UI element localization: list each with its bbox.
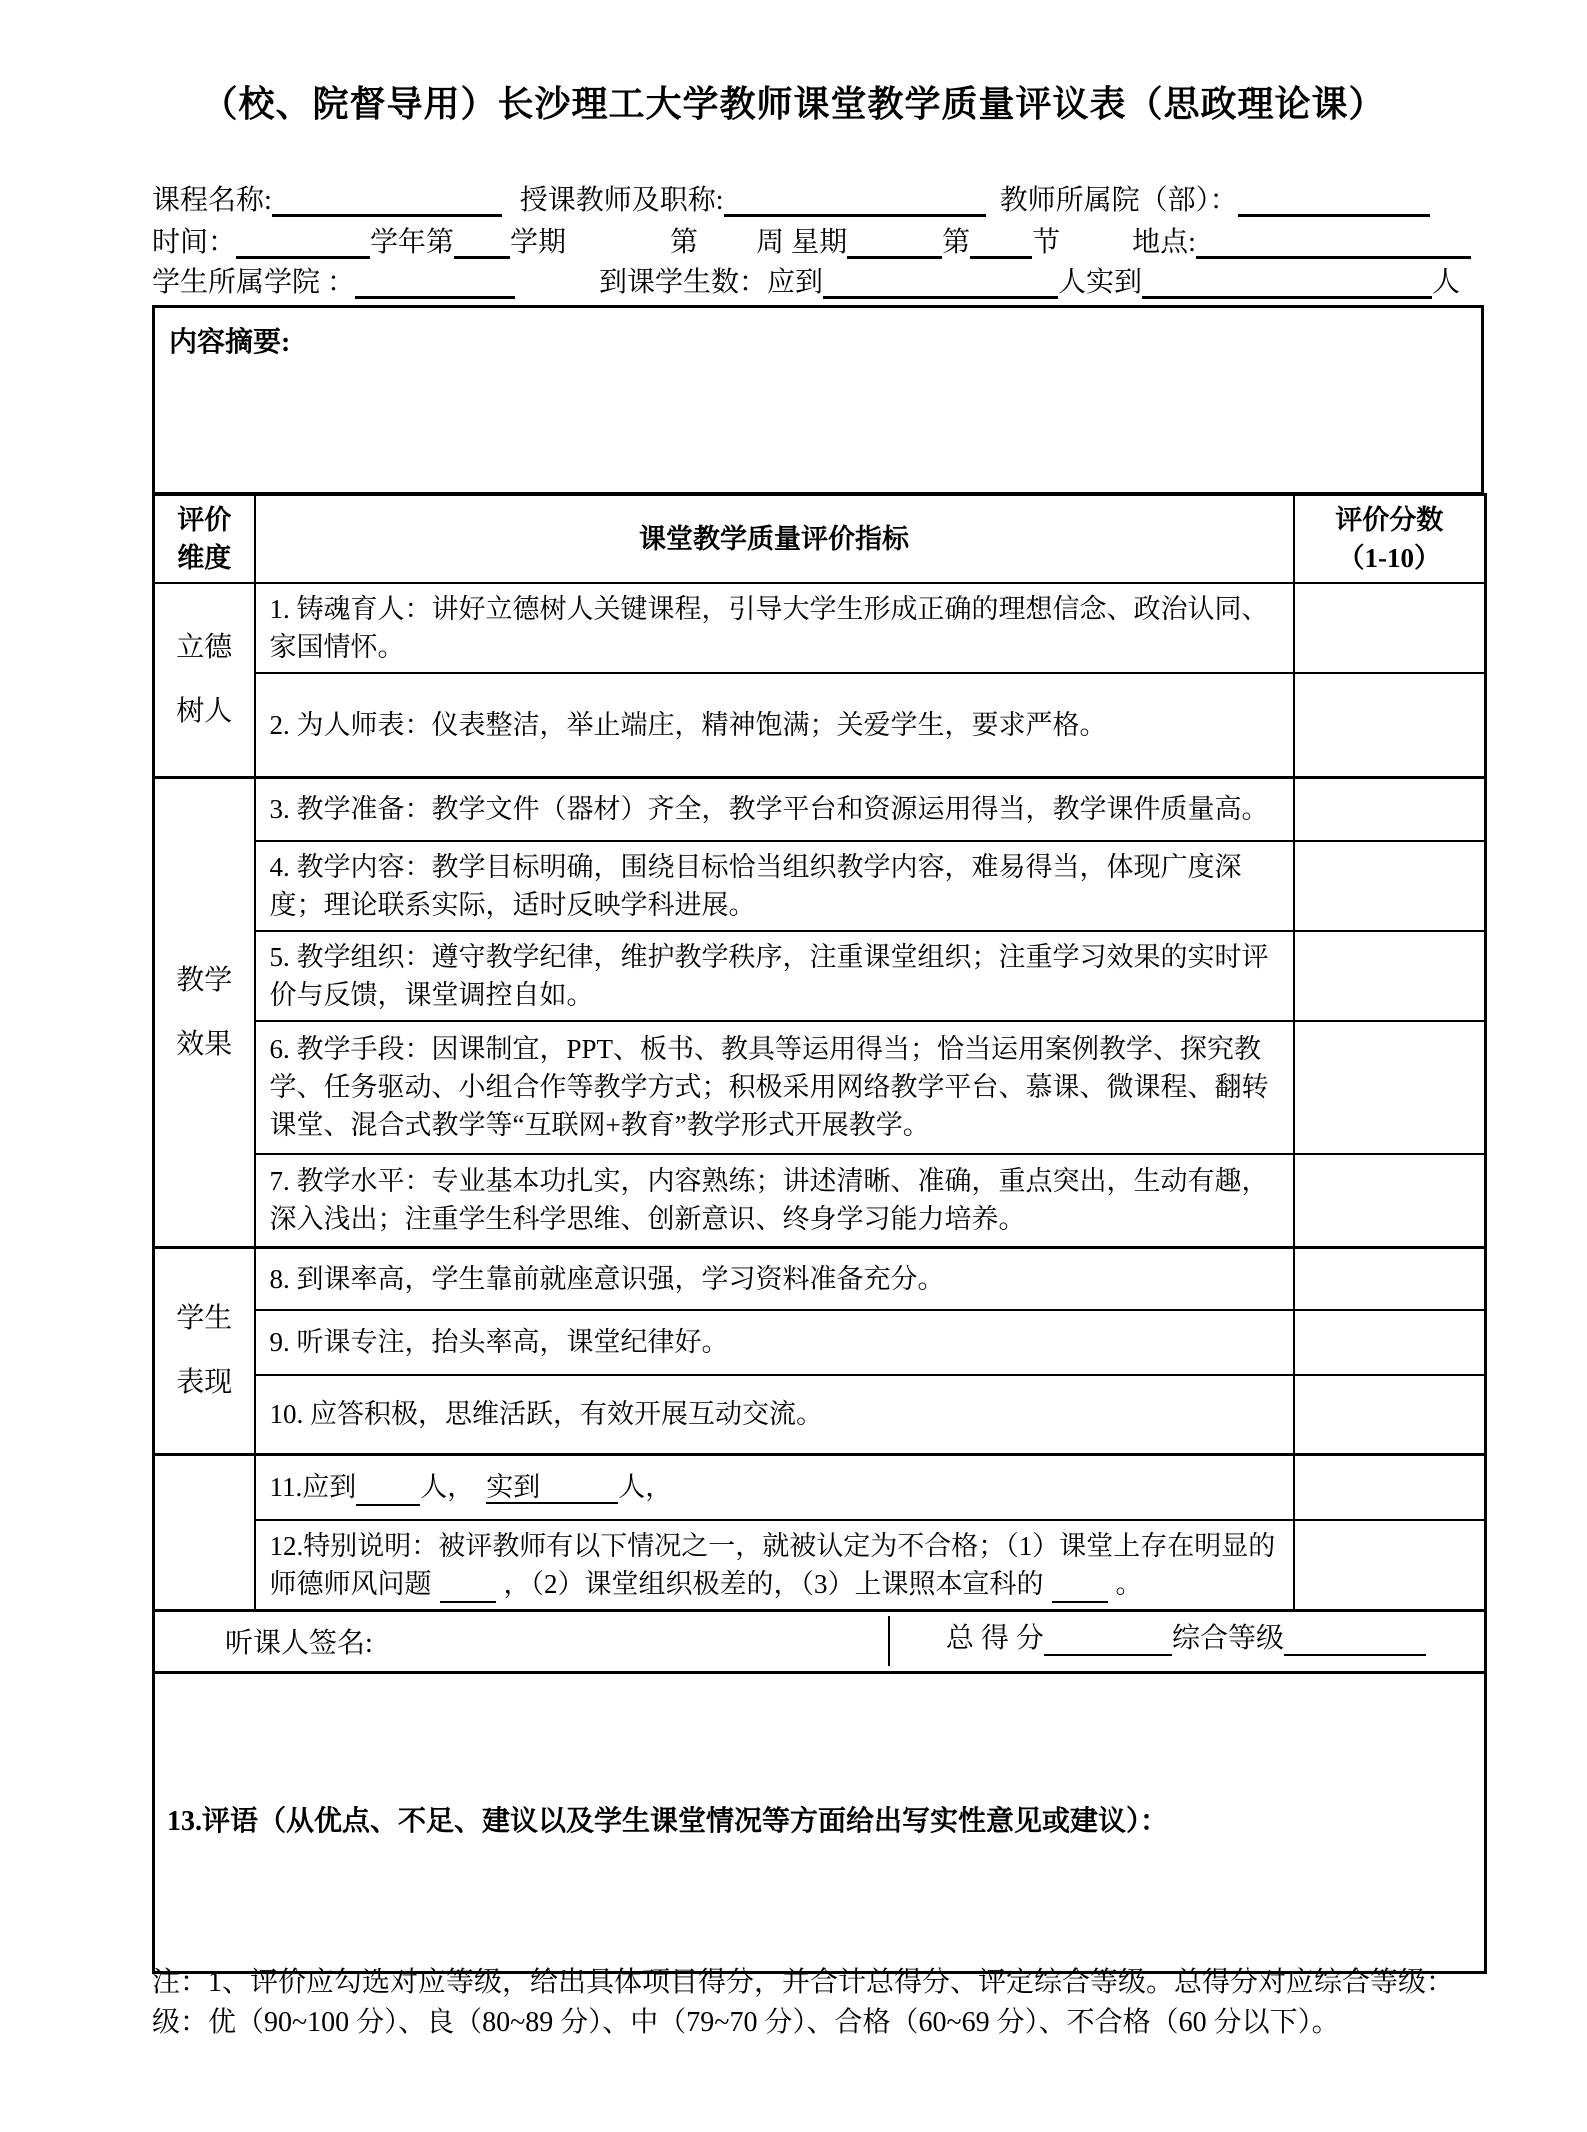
total-score-label: 总 得 分: [945, 1623, 1044, 1654]
indicator-7: 7. 教学水平：专业基本功扎实，内容熟练；讲述清晰、准确，重点突出，生动有趣，深入浅出；注重学生科学思维、创新意识、终身学习能力培养。: [255, 1154, 1294, 1248]
section-unit-label: 节: [1032, 227, 1061, 258]
listener-signature-area: [155, 1616, 890, 1666]
week-no-label: 第: [670, 227, 699, 258]
indicator-8: 8. 到课率高，学生靠前就座意识强，学习资料准备充分。: [255, 1248, 1294, 1310]
indicator-2: 2. 为人师表：仪表整洁，举止端庄，精神饱满；关爱学生，要求严格。: [255, 673, 1294, 778]
department-blank: [1238, 184, 1430, 217]
table-row: [154, 1248, 1486, 1310]
score-cell-9: [1294, 1310, 1486, 1375]
score-cell-11: [1294, 1455, 1486, 1520]
score-cell-3: [1294, 778, 1486, 841]
weekday-label: 周 星期: [756, 227, 848, 258]
header-score: 评价分数 （1-10）: [1294, 495, 1486, 583]
table-row: [154, 1520, 1486, 1611]
special-note-blank-1: [440, 1577, 496, 1603]
dimension-lide-shuren: 立德 树人: [154, 583, 255, 778]
table-row: [154, 1154, 1486, 1248]
table-row: [154, 673, 1486, 778]
student-college-blank: [355, 266, 515, 299]
table-row: [154, 841, 1486, 931]
student-college-label: 学生所属学院 ：: [152, 267, 356, 298]
department-label: 教师所属院（部）：: [999, 185, 1238, 216]
section-blank: [970, 226, 1032, 259]
actual-label: 人实到: [1058, 267, 1143, 298]
footnote-line-2: 级：优（90~100 分）、良（80~89 分）、中（79~70 分）、合格（60~69 分）、不合格（60 分以下）。: [152, 2007, 1340, 2038]
indicator-10: 10. 应答积极，思维活跃，有效开展互动交流。: [255, 1375, 1294, 1455]
comments-label: 13.评语（从优点、不足、建议以及学生课堂情况等方面给出写实性意见或建议）：: [167, 1806, 1169, 1837]
footnote: [152, 1963, 1512, 2043]
term-blank: [454, 226, 510, 259]
attendance-expected-blank: [356, 1480, 420, 1506]
score-cell-12: [1294, 1520, 1486, 1611]
comments-row: [154, 1672, 1486, 1972]
table-row: [154, 1021, 1486, 1154]
comments-section: [154, 1672, 1486, 1972]
dimension-jiaoxue-xiaoguo: 教学 效果: [154, 778, 255, 1248]
info-line-students: [152, 266, 1552, 299]
attendance-label: 到课学生数：应到: [599, 267, 824, 298]
term-label: 学期: [510, 227, 567, 258]
time-label: 时间：: [152, 227, 237, 258]
table-row: [154, 583, 1486, 673]
table-row: [154, 778, 1486, 841]
person-unit-label: 人: [1432, 267, 1461, 298]
attendance-actual-blank: 实到: [486, 1468, 618, 1504]
score-cell-1: [1294, 583, 1486, 673]
academic-year-label: 学年第: [370, 227, 455, 258]
score-cell-6: [1294, 1021, 1486, 1154]
indicator-9: 9. 听课专注，抬头率高，课堂纪律好。: [255, 1310, 1294, 1375]
score-cell-2: [1294, 673, 1486, 778]
footnote-line-1: 注：1、评价应勾选对应等级，给出具体项目得分，并合计总得分、评定综合等级。总得分对应综合等级：: [152, 1967, 1455, 1998]
table-header-row: [154, 495, 1486, 583]
table-row: [154, 931, 1486, 1021]
header-indicator: 课堂教学质量评价指标: [255, 495, 1294, 583]
evaluation-table: [152, 493, 1487, 1974]
info-line-time: [152, 226, 1552, 259]
header-dimension: 评价 维度: [154, 495, 255, 583]
content-summary-box: [152, 305, 1484, 495]
actual-count-blank: [1142, 266, 1432, 299]
indicator-1: 1. 铸魂育人：讲好立德树人关键课程，引导大学生形成正确的理想信念、政治认同、家国情怀。: [255, 583, 1294, 673]
special-note-blank-2: [1052, 1577, 1108, 1603]
indicator-4: 4. 教学内容：教学目标明确，围绕目标恰当组织教学内容，难易得当，体现广度深度；理论联系实际，适时反映学科进展。: [255, 841, 1294, 931]
table-row: [154, 1455, 1486, 1520]
dimension-xuesheng-biaoxian: 学生 表现: [154, 1248, 255, 1455]
course-name-blank: [272, 184, 502, 217]
score-cell-7: [1294, 1154, 1486, 1248]
indicator-12: 12.特别说明：被评教师有以下情况之一，就被认定为不合格；（1）课堂上存在明显的师德师风问题 ，（2）课堂组织极差的，（3）上课照本宣科的 。: [255, 1520, 1294, 1611]
total-score-area: [890, 1616, 1484, 1666]
expected-count-blank: [823, 266, 1058, 299]
score-cell-10: [1294, 1375, 1486, 1455]
section-no-label: 第: [942, 227, 971, 258]
indicator-5: 5. 教学组织：遵守教学纪律，维护教学秩序，注重课堂组织；注重学习效果的实时评价与反馈，课堂调控自如。: [255, 931, 1294, 1021]
info-line-course: [152, 184, 1552, 217]
table-row: [154, 1375, 1486, 1455]
overall-grade-blank: [1284, 1630, 1426, 1656]
place-blank: [1196, 226, 1471, 259]
course-name-label: 课程名称:: [152, 185, 272, 216]
score-cell-5: [1294, 931, 1486, 1021]
indicator-6: 6. 教学手段：因课制宜，PPT、板书、教具等运用得当；恰当运用案例教学、探究教学、任务驱动、小组合作等教学方式；积极采用网络教学平台、慕课、微课程、翻转课堂、混合式教学等“互联网+教育”教学形式开展教学。: [255, 1021, 1294, 1154]
indicator-3: 3. 教学准备：教学文件（器材）齐全，教学平台和资源运用得当，教学课件质量高。: [255, 778, 1294, 841]
overall-grade-label: 综合等级: [1171, 1623, 1284, 1654]
score-cell-4: [1294, 841, 1486, 931]
listener-signature-label: 听课人签名:: [225, 1628, 373, 1659]
teacher-title-label: 授课教师及职称:: [519, 185, 724, 216]
weekday-blank: [847, 226, 942, 259]
signature-row: [154, 1610, 1486, 1672]
place-label: 地点:: [1132, 227, 1196, 258]
indicator-11: 11.应到 人， 实到 人，: [255, 1455, 1294, 1520]
teacher-title-blank: [724, 184, 986, 217]
score-cell-8: [1294, 1248, 1486, 1310]
page-title: （校、院督导用）长沙理工大学教师课堂教学质量评议表（思政理论课）: [201, 84, 1386, 124]
total-score-blank: [1044, 1630, 1172, 1656]
year-blank: [236, 226, 370, 259]
dimension-empty: [154, 1455, 255, 1611]
content-summary-label: 内容摘要:: [169, 327, 291, 358]
table-row: [154, 1310, 1486, 1375]
